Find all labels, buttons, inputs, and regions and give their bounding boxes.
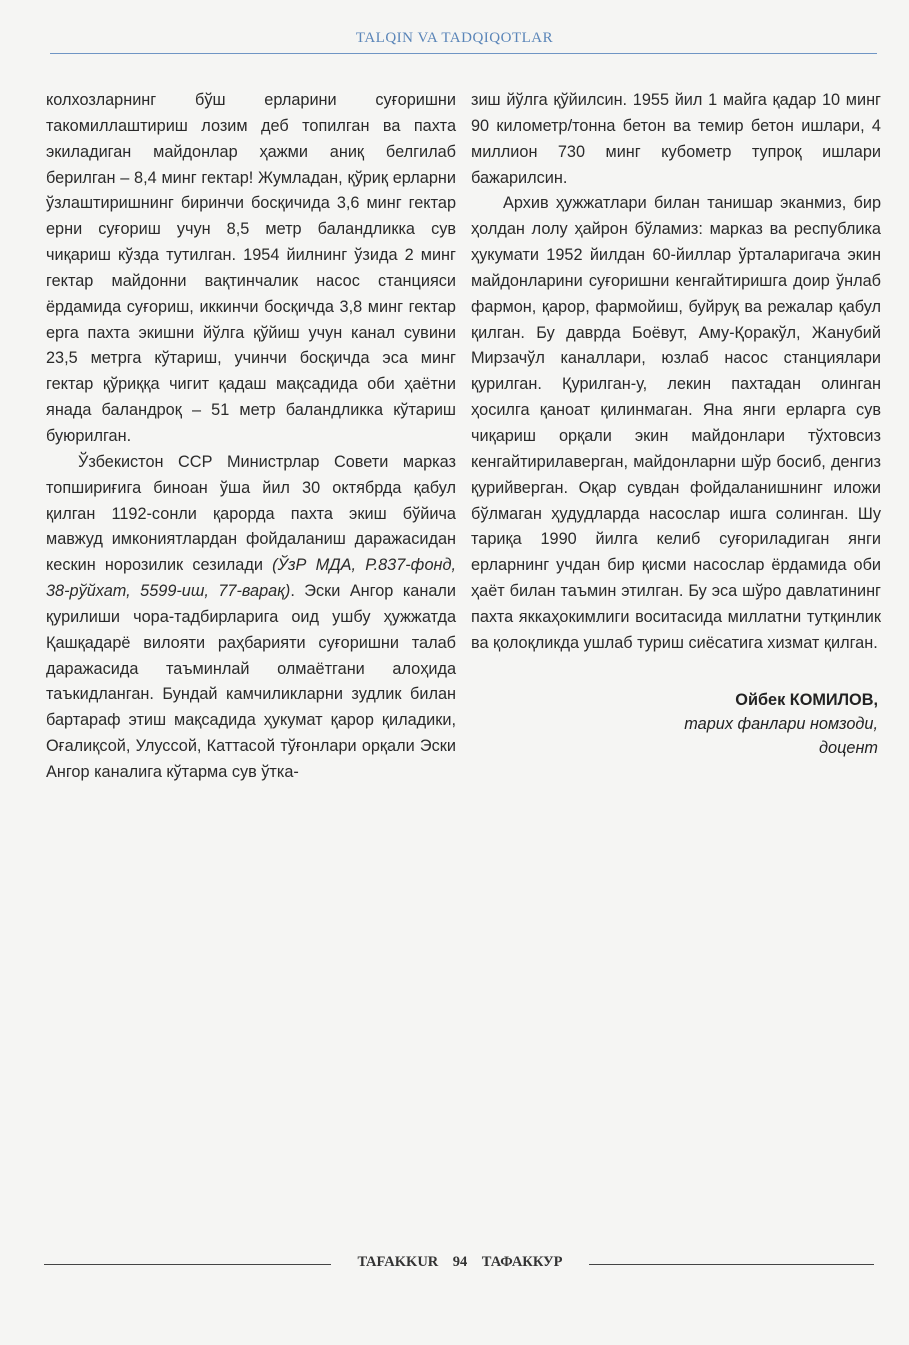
author-degree: тарих фанлари номзоди, bbox=[684, 715, 878, 733]
left-paragraph-2-start: Ўзбекистон ССР Министрлар Совети марказ топшириғига биноан ўша йил 30 октябрда қабул қилган 1192-сонли қарорда пахта экиш бўйича мавжуд имкониятлардан фойдаланиш даражасидан кескин норозилик сезилади bbox=[46, 452, 456, 575]
page-number: 94 bbox=[452, 1254, 468, 1270]
left-column bbox=[46, 88, 456, 786]
author-name: Ойбек КОМИЛОВ, bbox=[735, 691, 878, 709]
left-paragraph-1: колхозларнинг бўш ерларини суғоришни такомиллаштириш лозим деб топилган ва пахта экиладиган майдонлар ҳажми аниқ белгилаб берилган – 8,4 минг гектар! Жумладан, қўриқ ерларни ўзлаштиришнинг биринчи босқичида 3,6 минг гектар ерни суғориш учун 8,5 метр баландликка сув чиқариш кўзда тутилган. 1954 йилнинг ўзида 2 минг гектар майдонни вақтинчалик насос станцияси ёрдамида суғориш, иккинчи босқичда 3,8 минг гектар ерга пахта экишни йўлга қўйиш учун канал сувини 23,5 метрга кўтариш, учинчи босқичда эса минг гектар қўриққа чигит қадаш мақсадида оби ҳаётни янада баландроқ – 51 метр баландликка кўтариш буюрилган. bbox=[46, 91, 456, 445]
footer-journal-cyrillic: ТАФАККУР bbox=[481, 1254, 563, 1270]
author-position: доцент bbox=[819, 739, 878, 757]
footer-rule-right bbox=[589, 1264, 874, 1265]
footer-text bbox=[334, 1254, 586, 1271]
footer-rule-left bbox=[44, 1264, 331, 1265]
archive-citation: (ЎзР МДА, Р.837-фонд, 38-рўйхат, 5599-иш, 77-варақ) bbox=[46, 556, 457, 601]
footer-journal-latin: TAFAKKUR bbox=[357, 1254, 439, 1270]
page-footer bbox=[44, 1254, 874, 1274]
running-title: TALQIN VA TADQIQOTLAR bbox=[355, 30, 554, 46]
left-paragraph-2-end: . Эски Ангор канали қурилиши чора-тадбирларига оид ушбу ҳужжатда Қашқадарё вилояти раҳбарияти суғоришни талаб даражасида таъминлай олмаётгани алоҳида таъкидланган. Бундай камчиликларни зудлик билан бартараф этиш мақсадида ҳукумат қарор қиладики, Оғалиқсой, Улуссой, Каттасой тўғонлари орқали Эски Ангор каналига кўтарма сув ўтка- bbox=[46, 582, 456, 781]
right-column bbox=[471, 88, 881, 657]
left-paragraph-2 bbox=[46, 450, 456, 786]
right-paragraph-1: зиш йўлга қўйилсин. 1955 йил 1 майга қадар 10 минг 90 километр/тонна бетон ва темир бетон ишлари, 4 миллион 730 минг кубометр тупроқ ишлари бажарилсин. bbox=[471, 91, 881, 187]
author-signature bbox=[560, 688, 878, 760]
header-rule bbox=[50, 53, 877, 54]
right-paragraph-2: Архив ҳужжатлари билан танишар эканмиз, бир ҳолдан лолу ҳайрон бўламиз: марказ ва республика ҳукумати 1952 йилдан 60-йиллар ўрталаригача экин майдонларини суғоришни кенгайтиришга доир ўнлаб фармон, қарор, фармойиш, буйруқ ва режалар қабул қилган. Бу даврда Боёвут, Аму-Қоракўл, Жанубий Мирзачўл каналлари, юзлаб насос станциялари қурилган. Қурилган-у, лекин пахтадан олинган ҳосилга қаноат қилинмаган. Яна янги ерларга сув чиқариш орқали экин майдонлари тўхтовсиз кенгайтирилаверган, майдонларни шўр босиб, денгиз қурийверган. Оқар сувдан фойдаланишнинг иложи бўлмаган ҳудудларда насослар ишга солинган. Шу тариқа 1990 йилга келиб суғориладиган янги ерларнинг учдан бир қисми насослар ёрдамида оби ҳаёт билан таъмин этилган. Бу эса шўро давлатининг пахта яккаҳокимлиги воситасида миллатни тутқинлик ва қолоқликда ушлаб туриш сиёсатига хизмат қилган. bbox=[471, 194, 881, 652]
